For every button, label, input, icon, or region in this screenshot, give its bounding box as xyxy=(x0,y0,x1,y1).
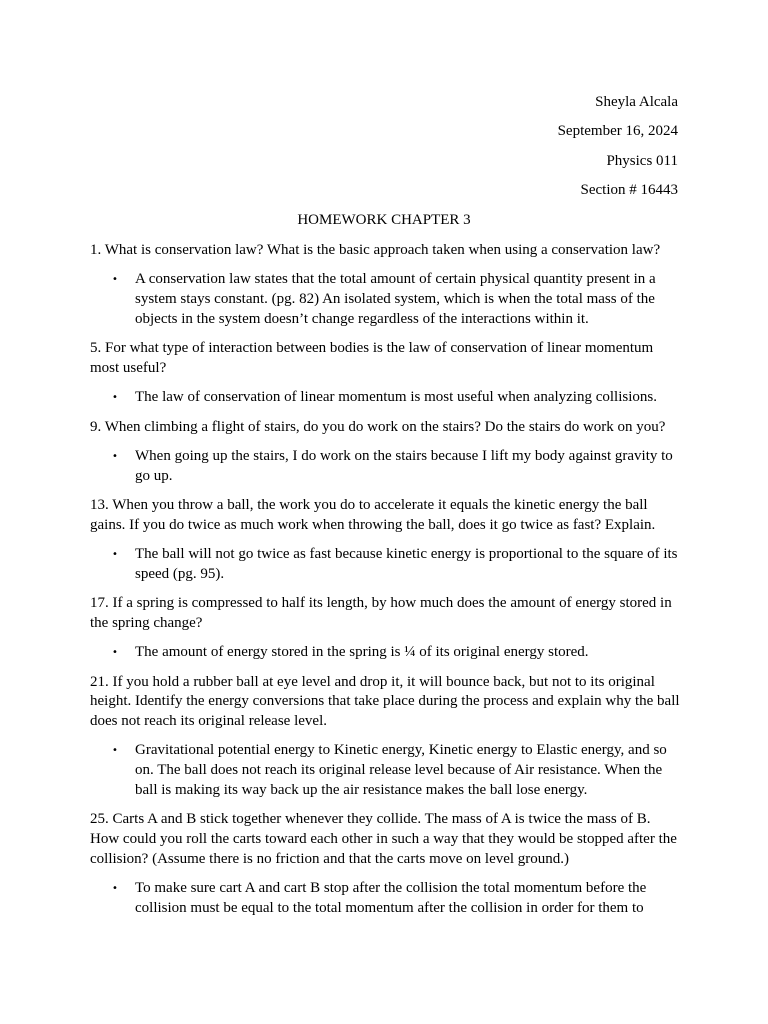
answer-21 xyxy=(90,741,680,800)
bullet-icon: • xyxy=(112,549,118,561)
answer-5 xyxy=(90,388,680,408)
homework-content xyxy=(90,241,680,928)
answer-text: Gravitational potential energy to Kinetic energy, Kinetic energy to Elastic energy, and so on. The ball does not reach its original release level because of Air resistance. When the ball is making its way back up the air resistance makes the ball lose energy. xyxy=(135,742,667,799)
answer-13 xyxy=(90,545,680,585)
bullet-icon: • xyxy=(112,883,118,895)
question-9: 9. When climbing a flight of stairs, do you do work on the stairs? Do the stairs do work on you? xyxy=(90,418,666,435)
bullet-icon: • xyxy=(112,745,118,757)
answer-25 xyxy=(90,879,680,919)
answer-text: A conservation law states that the total amount of certain physical quantity present in a system stays constant. (pg. 82) An isolated system, which is when the total mass of the objects in the system doesn’t change regardless of the interactions within it. xyxy=(135,271,656,327)
answer-9 xyxy=(90,447,680,487)
answer-text: To make sure cart A and cart B stop after the collision the total momentum before the collision must be equal to the total momentum after the collision in order for them to xyxy=(135,880,647,917)
bullet-icon: • xyxy=(112,450,118,462)
answer-text: The amount of energy stored in the spring is ¼ of its original energy stored. xyxy=(135,644,589,661)
document-title: HOMEWORK CHAPTER 3 xyxy=(297,212,471,228)
bullet-icon: • xyxy=(112,647,118,659)
answer-1 xyxy=(90,270,680,329)
student-name: Sheyla Alcala xyxy=(595,94,678,110)
question-17: 17. If a spring is compressed to half its length, by how much does the amount of energy stored in the spring change? xyxy=(90,595,672,631)
question-5: 5. For what type of interaction between bodies is the law of conservation of linear momentum most useful? xyxy=(90,340,654,376)
section-number: Section # 16443 xyxy=(580,182,678,198)
bullet-icon: • xyxy=(112,274,118,286)
assignment-date: September 16, 2024 xyxy=(557,123,678,139)
answer-text: The ball will not go twice as fast because kinetic energy is proportional to the square of its speed (pg. 95). xyxy=(135,546,678,582)
question-25: 25. Carts A and B stick together whenever they collide. The mass of A is twice the mass of B. How could you roll the carts toward each other in such a way that they would be stopped after the collision? (Assume there is no friction and that the carts move on level ground.) xyxy=(90,811,677,867)
answer-text: The law of conservation of linear momentum is most useful when analyzing collisions. xyxy=(135,389,657,406)
answer-17 xyxy=(90,643,680,663)
course-name: Physics 011 xyxy=(606,153,678,169)
answer-text: When going up the stairs, I do work on the stairs because I lift my body against gravity to go up. xyxy=(135,447,673,484)
bullet-icon: • xyxy=(112,392,118,404)
question-21: 21. If you hold a rubber ball at eye level and drop it, it will bounce back, but not to its original height. Identify the energy conversions that take place during the process and explain why the ball does not reach its original release level. xyxy=(90,673,680,730)
question-13: 13. When you throw a ball, the work you do to accelerate it equals the kinetic energy the ball gains. If you do twice as much work when throwing the ball, does it go twice as fast? Explain. xyxy=(90,496,656,533)
question-1: 1. What is conservation law? What is the basic approach taken when using a conservation law? xyxy=(90,242,661,258)
